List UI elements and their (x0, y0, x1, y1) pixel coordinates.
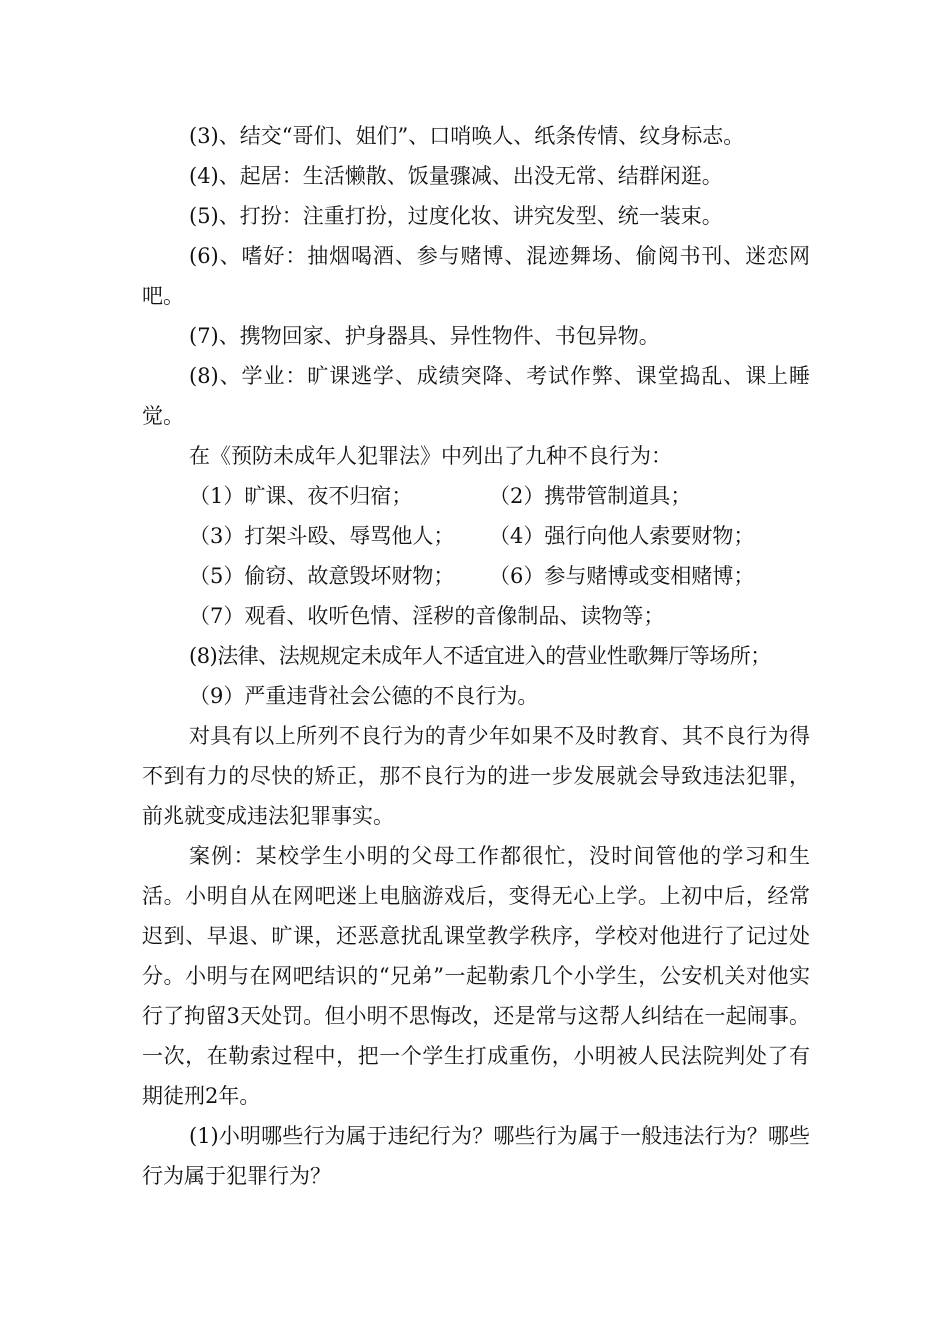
law-item-7: （7）观看、收听色情、淫秽的音像制品、读物等； (189, 604, 665, 628)
law-item-2: （2）携带管制道具； (489, 484, 692, 508)
law-row-3 (142, 556, 810, 596)
behavior-item-4: (4)、起居：生活懒散、饭量骤减、出没无常、结群闲逛。 (189, 164, 723, 188)
law-item-3: （3）打架斗殴、辱骂他人； (189, 524, 455, 548)
behavior-item-5: (5)、打扮：注重打扮，过度化妆、讲究发型、统一装束。 (189, 204, 723, 228)
law-item-9: （9）严重违背社会公德的不良行为。 (189, 684, 539, 708)
question-paragraph: (1)小明哪些行为属于违纪行为？哪些行为属于一般违法行为？哪些行为属于犯罪行为？ (142, 1124, 810, 1188)
behavior-item-3: (3)、结交“哥们、姐们”、口哨唤人、纸条传情、纹身标志。 (189, 124, 745, 148)
case-paragraph: 案例：某校学生小明的父母工作都很忙，没时间管他的学习和生活。小明自从在网吧迷上电脑游戏后，变得无心上学。上初中后，经常迟到、早退、旷课，还恶意扰乱课堂教学秩序，学校对他进行了记过处分。小明与在网吧结识的“兄弟”一起勒索几个小学生，公安机关对他实行了拘留3天处罚。但小明不思悔改，还是常与这帮人纠结在一起闹事。一次，在勒索过程中，把一个学生打成重伤，小明被人民法院判处了有期徒刑2年。 (142, 844, 810, 1108)
law-item-5: （5）偷窃、故意毁坏财物； (189, 564, 455, 588)
behavior-item-6: (6)、嗜好：抽烟喝酒、参与赌博、混迹舞场、偷阅书刊、迷恋网吧。 (142, 244, 810, 308)
summary-paragraph: 对具有以上所列不良行为的青少年如果不及时教育、其不良行为得不到有力的尽快的矫正，那不良行为的进一步发展就会导致违法犯罪，前兆就变成违法犯罪事实。 (142, 724, 810, 828)
behavior-item-7: (7)、携物回家、护身器具、异性物件、书包异物。 (189, 324, 660, 348)
law-intro: 在《预防未成年人犯罪法》中列出了九种不良行为： (189, 444, 672, 468)
law-row-2 (142, 516, 810, 556)
law-item-8: (8)法律、法规规定未成年人不适宜进入的营业性歌舞厅等场所； (189, 644, 771, 668)
law-row-1 (142, 476, 810, 516)
law-item-4: （4）强行向他人索要财物； (489, 524, 755, 548)
law-item-6: （6）参与赌博或变相赌博； (489, 564, 755, 588)
document-body (142, 116, 810, 1196)
behavior-item-8: (8)、学业：旷课逃学、成绩突降、考试作弊、课堂捣乱、课上睡觉。 (142, 364, 810, 428)
law-item-1: （1）旷课、夜不归宿； (189, 484, 413, 508)
